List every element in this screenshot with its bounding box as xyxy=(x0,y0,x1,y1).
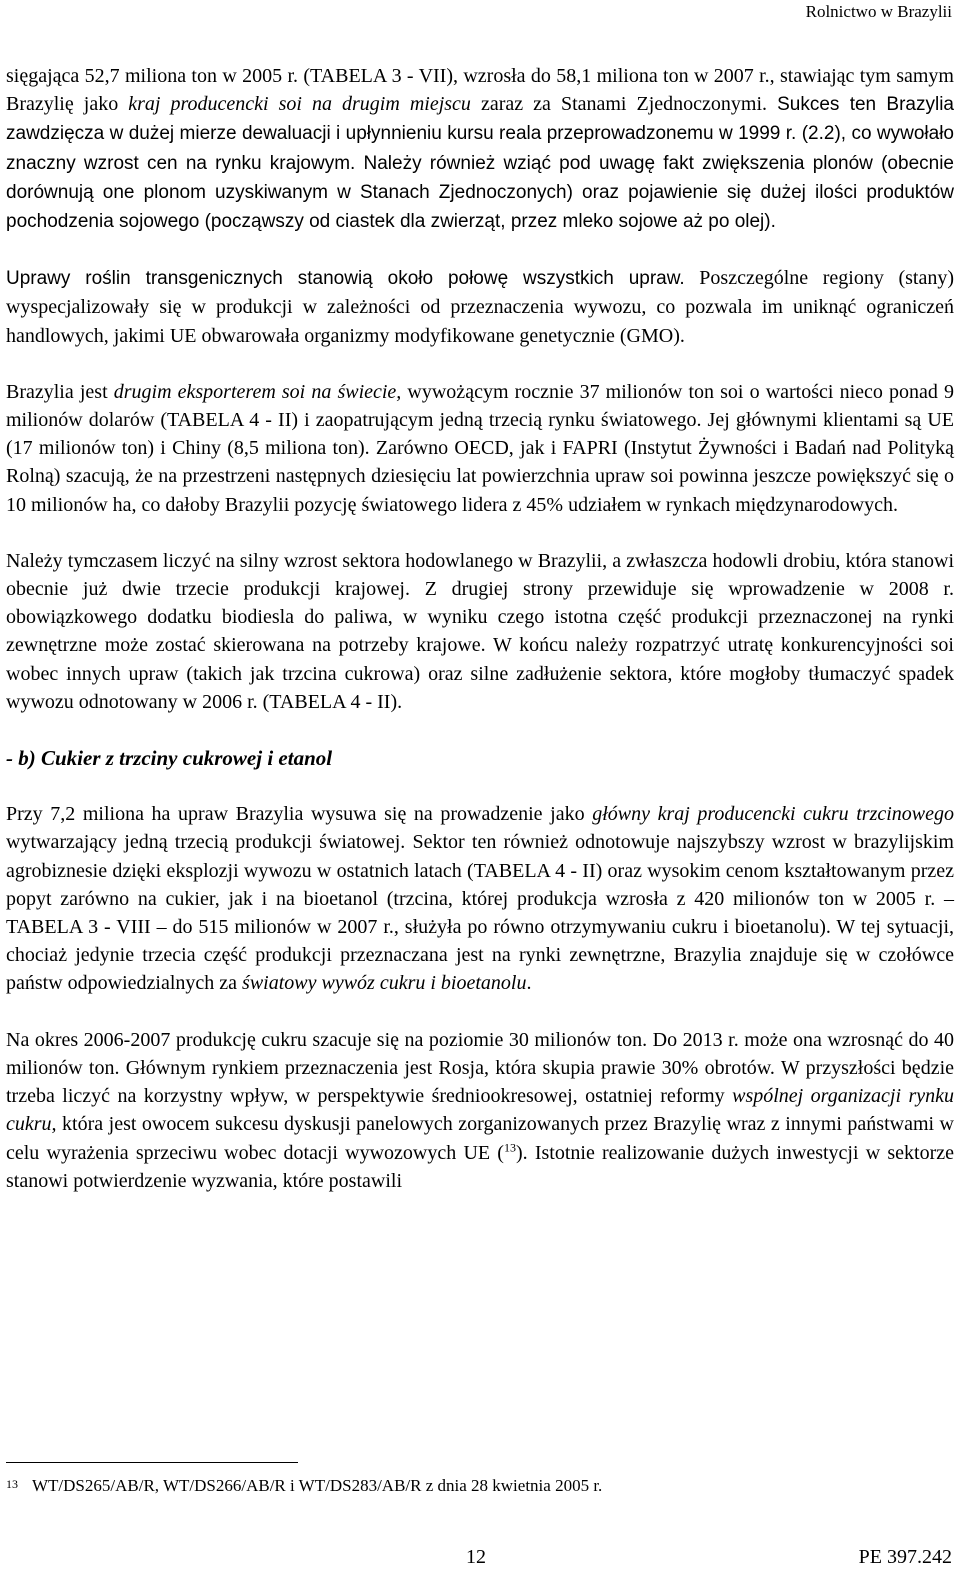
footnote xyxy=(6,1474,946,1498)
paragraph-livestock-sector xyxy=(6,547,954,716)
section-heading: - b) Cukier z trzciny cukrowej i etanol xyxy=(6,746,333,771)
footnote-text: WT/DS265/AB/R, WT/DS266/AB/R i WT/DS283/AB/R z dnia 28 kwietnia 2005 r. xyxy=(32,1476,603,1495)
body-text xyxy=(6,62,954,1223)
footnote-reference[interactable]: 13 xyxy=(503,1139,516,1154)
italic-phrase: światowy wywóz cukru i bioetanolu xyxy=(242,972,527,995)
italic-phrase: drugim eksporterem soi na świecie, xyxy=(113,380,402,403)
sans-text-span: Sukces ten Brazylia zawdzięcza w dużej mierze dewaluacji i upłynnieniu kursu reala przeprowadzonemu w 1999 r. (2.2), co wywołało znaczny wzrost cen na rynku krajowym. Należy również wziąć pod uwagę fakt zwiększenia plonów (obecnie dorównują one plonom uzyskiwanym w Stanach Zjednoczonych) oraz pojawienie się dużej ilości produktów pochodzenia sojowego (począwszy od ciastek dla zwierząt, przez mleko sojowe aż po olej). xyxy=(6,94,954,233)
text-span: . xyxy=(526,972,532,995)
paragraph-sugar-production xyxy=(6,1026,954,1195)
text-span: Poszczególne regiony (stany) wyspecjalizowały się w produkcji w zależności od przeznaczenia wywozu, co pozwala im uniknąć ograniczeń handlowych, jakimi UE obwarowała organizmy modyfikowane genetycznie (GMO). xyxy=(6,267,954,347)
footnote-number: 13 xyxy=(6,1477,18,1491)
text-span: Należy tymczasem liczyć na silny wzrost sektora hodowlanego w Brazylii, a zwłaszcza hodowli drobiu, która stanowi obecnie już dwie trzecie produkcji krajowej. Z drugiej strony przewiduje się wprowadzenie w 2008 r. obowiązkowego dodatku biodiesla do paliwa, w wyniku czego istotna część produkcji przeznaczonej na rynki zewnętrzne może zostać skierowana na potrzeby krajowe. W końcu należy rozpatrzyć utratę konkurencyjności soi wobec innych upraw (takich jak trzcina cukrowa) oraz silne zadłużenie sektora, które mogłoby tłumaczyć spadek wywozu odnotowany w 2006 r. (TABELA 4 - II). xyxy=(6,549,954,713)
italic-phrase: kraj producencki soi na drugim miejscu xyxy=(128,93,471,116)
text-span: zaraz za Stanami Zjednoczonymi. xyxy=(470,93,778,116)
text-span: Na okres 2006-2007 produkcję cukru szacuje się na poziomie 30 milionów ton. Do 2013 r. może ona wzrosnąć do 40 milionów ton. Głównym rynkiem przeznaczenia jest Rosja, która skupia prawie 30% obrotów. W przyszłości będzie trzeba liczyć na korzystny wpływ, w perspektywie średniookresowej, ostatniej reformy xyxy=(6,1028,954,1108)
paragraph-transgenic-crops xyxy=(6,264,954,350)
paragraph-soy-export xyxy=(6,378,954,519)
running-header: Rolnictwo w Brazylii xyxy=(805,2,952,21)
paragraph-sugar-cane xyxy=(6,800,954,997)
footnote-separator xyxy=(6,1462,298,1463)
sans-text-span: Uprawy roślin transgenicznych stanowią około połowę wszystkich upraw. xyxy=(6,268,685,290)
paragraph-soy-production xyxy=(6,62,954,236)
text-span: wytwarzający jedną trzecią produkcji światowej. Sektor ten również odnotowuje najszybszy wzrost w brazylijskim agrobiznesie dzięki eksplozji wywozu w ostatnich latach (TABELA 4 - II) oraz wysokim cenom kształtowanym przez popyt zarówno na cukier, jak i na bioetanol (trzcina, której produkcja wzrosła z 420 milionów ton w 2005 r. – TABELA 3 - VIII – do 515 milionów w 2007 r., służyła po równo otrzymywaniu cukru i bioetanolu). W tej sytuacji, chociaż jedynie trzecia część produkcji przeznaczana jest na rynki zewnętrzne, Brazylia znajduje się w czołówce państw odpowiedzialnych za xyxy=(6,831,954,995)
text-span: sięgająca 52,7 miliona ton w 2005 r. (TABELA 3 - VII), wzrosła do 58,1 miliona ton w 2007 r., stawiając tym samym Brazylię jako xyxy=(6,65,954,116)
text-span: która jest owocem sukcesu dyskusji panelowych zorganizowanych przez Brazylię wraz z innymi państwami w celu wyrażenia sprzeciwu wobec dotacji wywozowych UE ( xyxy=(6,1113,954,1164)
italic-phrase: główny kraj producencki cukru trzcinowego xyxy=(592,803,955,826)
page-number: 12 xyxy=(466,1546,486,1568)
text-span: ). Istotnie realizowanie dużych inwestycji w sektorze stanowi potwierdzenie wyzwania, które postawili xyxy=(6,1141,955,1192)
document-code: PE 397.242 xyxy=(858,1546,952,1568)
text-span: Przy 7,2 miliona ha upraw Brazylia wysuwa się na prowadzenie jako xyxy=(6,803,593,826)
text-span: wywożącym rocznie 37 milionów ton soi o wartości nieco ponad 9 milionów dolarów (TABELA 4 - II) i zaopatrującym jedną trzecią rynku światowego. Jej głównymi klientami są UE (17 milionów ton) i Chiny (8,5 miliona ton). Zarówno OECD, jak i FAPRI (Instytut Żywności i Badań nad Polityką Rolną) szacują, że na przestrzeni następnych dziesięciu lat powierzchnia upraw soi powinna jeszcze powiększyć się o 10 milionów ha, co dałoby Brazylii pozycję światowego lidera z 45% udziałem w rynkach międzynarodowych. xyxy=(6,380,954,516)
text-span: Brazylia jest xyxy=(6,380,114,403)
italic-phrase: wspólnej organizacji rynku cukru, xyxy=(6,1085,954,1136)
